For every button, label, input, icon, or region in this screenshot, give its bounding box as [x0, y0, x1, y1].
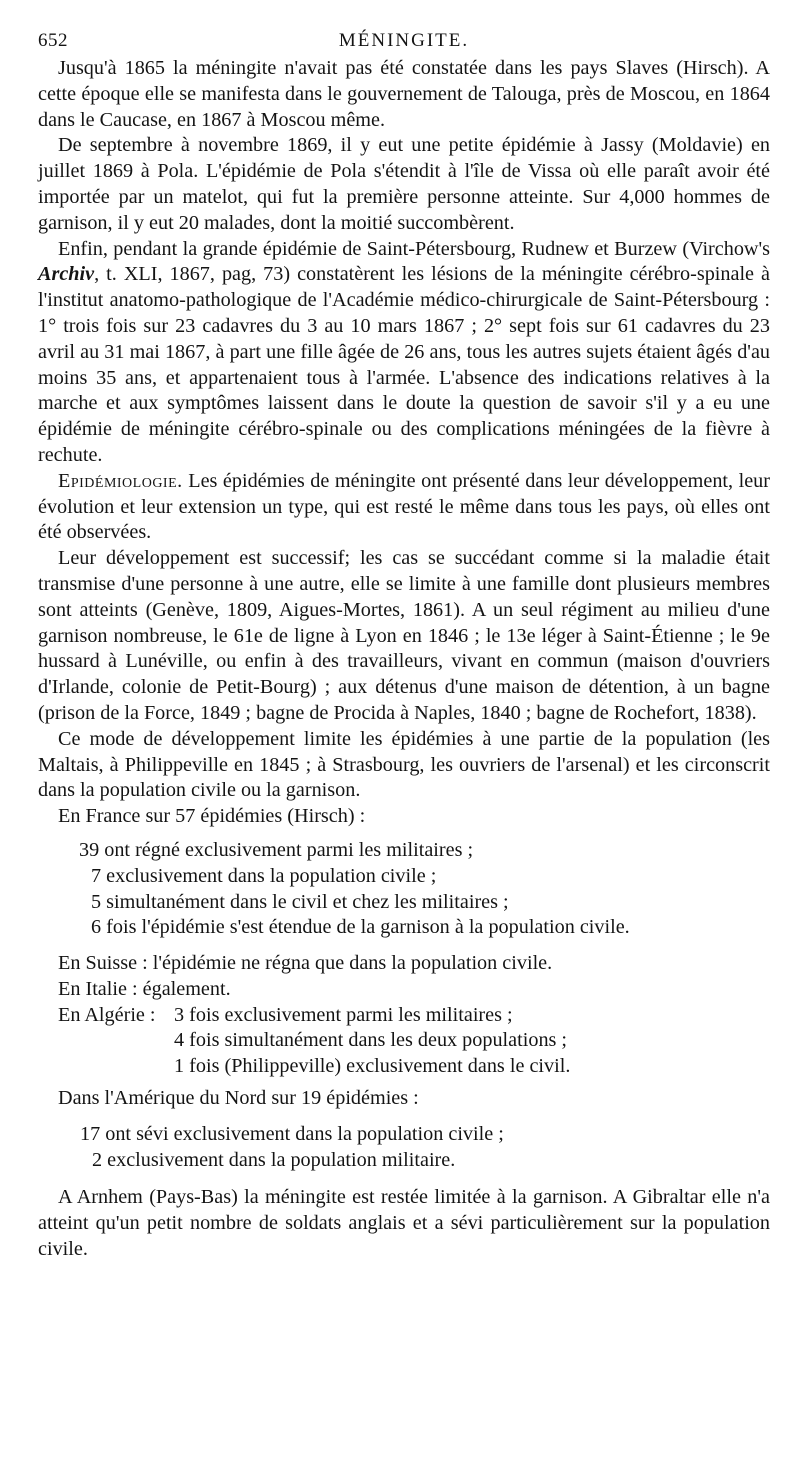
- page-number: 652: [38, 30, 68, 51]
- section-heading-epidemiologie: Epidémiologie.: [58, 469, 183, 492]
- para3-after: , t. XLI, 1867, pag, 73) constatèrent les lésions de la méningite cérébro-spinale à l'institut anatomo-pathologique de l'Académie médico-chirurgicale de Saint-Pétersbourg : 1° trois fois sur 23 cadavres du 3 au 10 mars 1867 ; 2° sept fois sur 61 cadavres du 23 avril au 31 mai 1867, à part une fille âgée de 26 ans, tous les autres sujets étaient âgés d'au moins 35 ans, et appartenaient tous à l'armée. L'absence des indications relatives à la marche et aux symptômes laissent dans le doute la question de savoir s'il y a eu une épidémie de méningite cérébro-spinale ou des complications méningées de la fièvre à rechute.: [38, 263, 770, 466]
- running-title: MÉNINGITE.: [338, 30, 470, 51]
- france-intro: En France sur 57 épidémies (Hirsch) :: [58, 805, 366, 828]
- epidemiologie-text: Les épidémies de méningite ont présenté dans leur développement, leur évolution et leur extension un type, qui est resté le même dans tous les pays, où elles ont été observées.: [38, 469, 770, 544]
- archiv-title: Archiv: [38, 263, 95, 286]
- paragraph-saint-petersbourg: [38, 237, 770, 469]
- list-item: 6 fois l'épidémie s'est étendue de la garnison à la population civile.: [91, 916, 630, 939]
- france-list: [38, 838, 770, 941]
- list-item: 7 exclusivement dans la population civile ;: [91, 864, 437, 887]
- list-item: 3 fois exclusivement parmi les militaires ;: [174, 1003, 513, 1026]
- suisse-line: En Suisse : l'épidémie ne régna que dans la population civile.: [58, 952, 553, 975]
- para3-before: Enfin, pendant la grande épidémie de Saint-Pétersbourg, Rudnew et Burzew (Virchow's: [58, 237, 770, 260]
- list-item: 1 fois (Philippeville) exclusivement dans le civil.: [174, 1055, 571, 1078]
- italie-line: En Italie : également.: [58, 977, 231, 1000]
- paragraph-mode-developpement: Ce mode de développement limite les épidémies à une partie de la population (les Maltais, à Philippeville en 1845 ; à Strasbourg, les ouvriers de l'arsenal) et les circonscrit dans la population civile ou la garnison.: [38, 727, 770, 802]
- region-block: [38, 951, 770, 1080]
- list-item: 5 simultanément dans le civil et chez les militaires ;: [91, 890, 509, 913]
- paragraph-developpement: Leur développement est successif; les cas se succédant comme si la maladie était transmise d'une personne à une autre, elle se limite à une famille dont plusieurs membres sont atteints (Genève, 1809, Aigues-Mortes, 1861). A un seul régiment au milieu d'une garnison nombreuse, le 61e de ligne à Lyon en 1846 ; le 13e léger à Saint-Étienne ; le 9e hussard à Lunéville, ou enfin à des travailleurs, vivant en commun (maison d'ouvriers d'Irlande, colonie de Petit-Bourg) ; aux détenus d'une maison de détention, à un bagne (prison de la Force, 1849 ; bagne de Procida à Naples, 1840 ; bagne de Rochefort, 1838).: [38, 547, 770, 724]
- algerie-label: En Algérie :: [58, 1003, 156, 1026]
- paragraph-epidemiologie: [38, 469, 770, 546]
- paragraph-arnhem-gibraltar: A Arnhem (Pays-Bas) la méningite est restée limitée à la garnison. A Gibraltar elle n'a atteint qu'un petit nombre de soldats anglais et a sévi particulièrement sur la population civile.: [38, 1186, 770, 1261]
- list-item: 4 fois simultanément dans les deux populations ;: [174, 1029, 568, 1052]
- book-page: [38, 30, 770, 1263]
- amerique-list: [38, 1122, 770, 1174]
- paragraph-jassy-pola: De septembre à novembre 1869, il y eut une petite épidémie à Jassy (Moldavie) en juillet 1869 à Pola. L'épidémie de Pola s'étendit à l'île de Vissa où elle paraît avoir été importée par un matelot, qui fut la première personne atteinte. Sur 4,000 hommes de garnison, il y eut 20 malades, dont la moitié succombèrent.: [38, 134, 770, 234]
- list-item: 17 ont sévi exclusivement dans la population civile ;: [80, 1122, 504, 1145]
- amerique-intro: Dans l'Amérique du Nord sur 19 épidémies :: [58, 1087, 419, 1110]
- algerie-row: [38, 1003, 770, 1029]
- paragraph-slaves: Jusqu'à 1865 la méningite n'avait pas été constatée dans les pays Slaves (Hirsch). A cette époque elle se manifesta dans le gouvernement de Talouga, près de Moscou, en 1864 dans le Caucase, en 1867 à Moscou même.: [38, 57, 770, 131]
- list-item: 2 exclusivement dans la population militaire.: [92, 1148, 456, 1171]
- page-header: [38, 30, 770, 56]
- list-item: 39 ont régné exclusivement parmi les militaires ;: [79, 838, 474, 861]
